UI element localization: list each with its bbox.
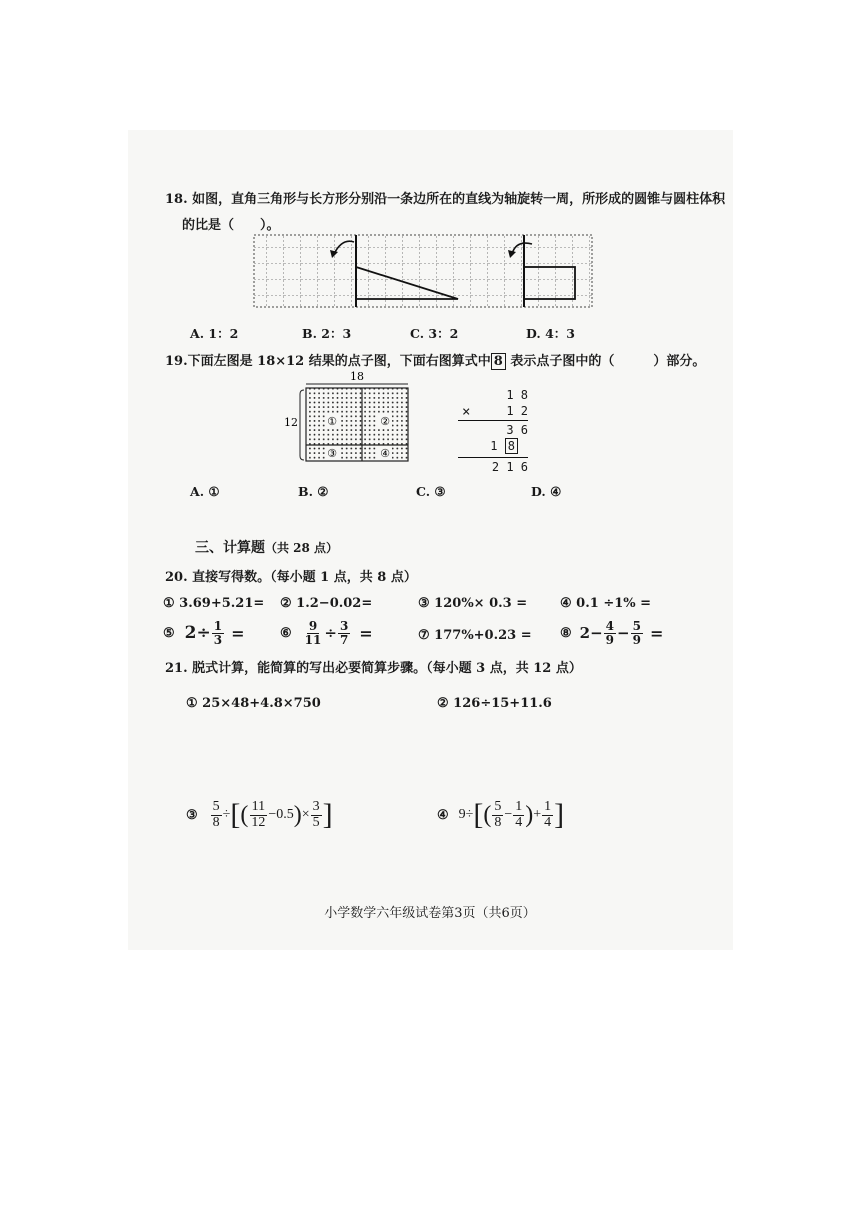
page-footer: 小学数学六年级试卷第3页（共6页） [324,906,536,921]
item-3-times: × [301,807,310,823]
region-4-label: ④ [380,447,390,460]
item-5-mark: ⑤ [163,625,175,641]
mult-row-5: 2 1 6 [491,460,528,474]
close-paren: ) [525,802,534,829]
q19-stem-before: 19.下面左图是 18×12 结果的点子图，下面右图算式中 [165,354,491,369]
left-brace [300,390,304,460]
q19-option-a[interactable]: A. ① [190,484,220,499]
q21-item-3[interactable] [186,800,333,830]
close-bracket: ] [322,798,333,832]
dot-rectangle [306,388,408,461]
item-4-plus: + [533,807,542,823]
item-8-mark: ⑧ [560,625,572,641]
dot-left-label: 12 [284,416,298,429]
q21-item-4[interactable] [437,800,564,830]
q19-boxed-digit: 8 [491,353,506,370]
fraction: $\frac{9}{11}$ [304,619,322,647]
fraction: $\frac{11}{12}$ [251,799,266,830]
mult-row-4-prefix: 1 [490,439,498,453]
mult-row-1: 1 8 [506,388,528,402]
fraction: $\frac{4}{9}$ [605,619,615,647]
q21-title: 21. 脱式计算，能简算的写出必要简算步骤。（每小题 3 点，共 12 点） [165,661,582,676]
item-3-mark: ③ [186,807,198,823]
fraction: $\frac{1}{4}$ [544,799,552,830]
q21-item-1[interactable]: ① 25×48+4.8×750 [186,696,321,711]
item-4-lead: 9÷ [458,807,474,823]
fraction: $\frac{3}{7}$ [339,619,349,647]
section-3-points: （共 28 点） [265,541,339,555]
q18-grid-figure [250,232,595,312]
item-4-minus: − [504,807,513,823]
open-bracket: [ [230,798,241,832]
q19-stem [165,350,705,369]
q20-item-2[interactable]: ② 1.2−0.02= [280,596,373,611]
item-5-whole: 2÷ [184,623,211,644]
fraction: $\frac{1}{3}$ [213,619,223,647]
mult-row-4-boxed: 8 [505,438,518,454]
q19-option-d[interactable]: D. ④ [531,484,562,499]
fraction: $\frac{5}{8}$ [494,799,502,830]
q18-option-b[interactable]: B. 2：3 [302,326,352,341]
item-6-mark: ⑥ [280,625,292,641]
open-paren: ( [483,802,492,829]
item-6-equals: = [359,623,373,643]
q20-item-7[interactable]: ⑦ 177%+0.23 = [418,628,532,643]
q20-item-6[interactable] [280,620,373,646]
item-8-whole: 2− [579,624,603,643]
item-5-equals: = [231,623,245,643]
q19-stem-after: 表示点子图中的（ ）部分。 [510,354,706,369]
mult-row-2: 1 2 [506,404,528,418]
q20-item-3[interactable]: ③ 120%× 0.3 = [418,596,528,611]
fraction: $\frac{1}{4}$ [515,799,523,830]
vertical-multiplication [458,388,528,476]
section-3-heading [195,537,338,557]
fraction: $\frac{5}{8}$ [212,799,220,830]
q19-option-b[interactable]: B. ② [298,484,329,499]
region-1-label: ① [327,415,337,428]
item-4-mark: ④ [437,807,449,823]
q20-item-5[interactable] [163,620,245,646]
item-3-div: ÷ [222,807,231,823]
q20-item-4[interactable]: ④ 0.1 ÷1% = [560,596,652,611]
fraction: $\frac{3}{5}$ [312,799,320,830]
close-bracket: ] [554,798,565,832]
region-3-label: ③ [327,447,337,460]
section-3-title: 三、计算题 [195,540,265,556]
open-bracket: [ [473,798,484,832]
q19-dot-diagram [280,368,415,466]
item-8-op: − [617,624,630,643]
q21-item-2[interactable]: ② 126÷15+11.6 [437,696,552,711]
dashed-grid [254,235,592,307]
open-paren: ( [240,802,249,829]
q20-item-8[interactable] [560,620,663,646]
dot-top-label: 18 [350,370,364,383]
q18-option-a[interactable]: A. 1：2 [190,326,239,341]
fraction: $\frac{5}{9}$ [632,619,641,647]
q20-title: 20. 直接写得数。（每小题 1 点，共 8 点） [165,570,417,585]
q19-option-c[interactable]: C. ③ [416,484,446,499]
close-paren: ) [293,802,302,829]
q18-stem-line2: 的比是（ ）。 [182,218,280,233]
region-2-label: ② [380,415,390,428]
q18-option-c[interactable]: C. 3：2 [410,326,459,341]
q18-stem-line1: 18. 如图，直角三角形与长方形分别沿一条边所在的直线为轴旋转一周，所形成的圆锥与圆柱体积 [165,192,726,207]
item-3-minus: −0.5 [268,807,294,823]
q18-option-d[interactable]: D. 4：3 [526,326,575,341]
mult-row-3: 3 6 [506,423,528,437]
times-sign: × [462,404,471,420]
item-6-op: ÷ [324,624,337,643]
item-8-equals: = [649,623,664,643]
q20-item-1[interactable]: ① 3.69+5.21= [163,596,265,611]
